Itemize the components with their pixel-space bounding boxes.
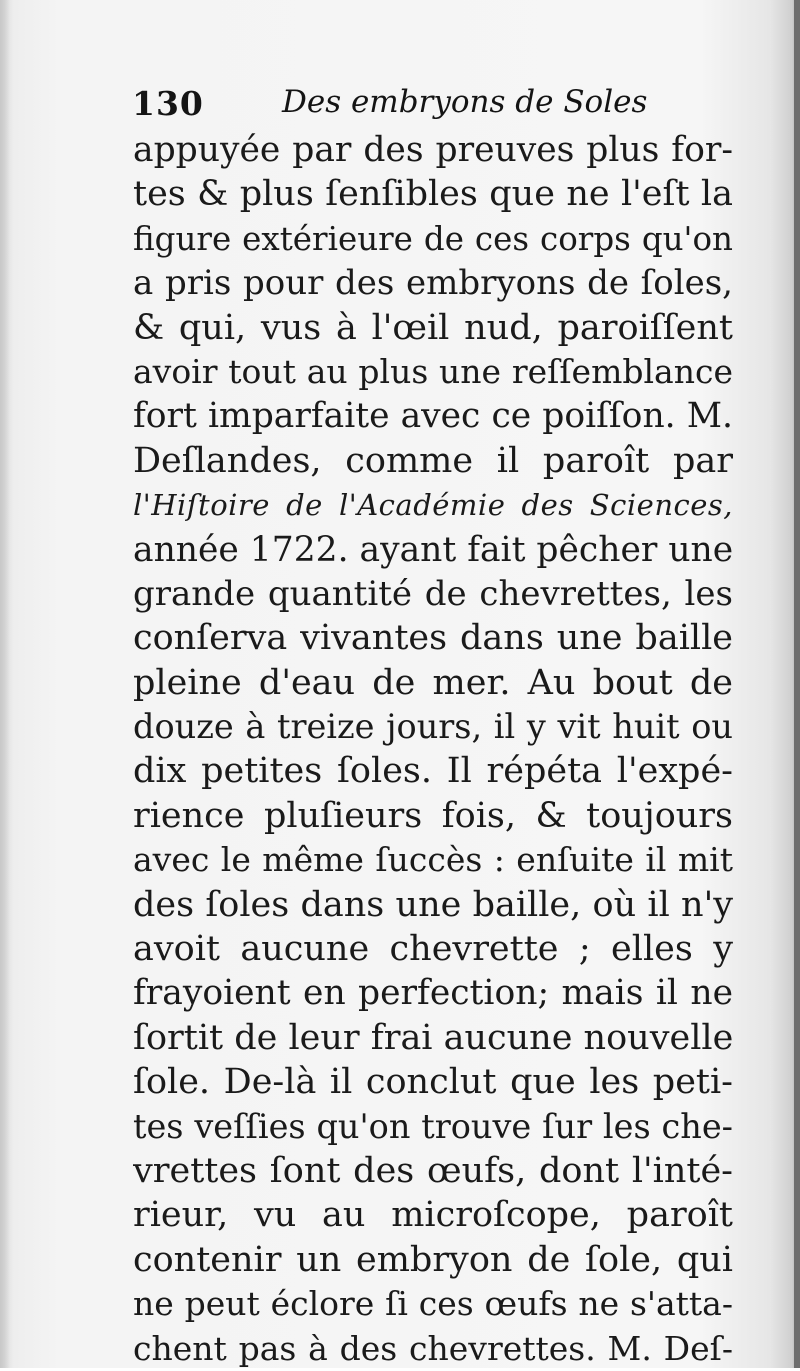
page-left-edge bbox=[0, 0, 10, 1368]
text-line: année 1722. ayant fait pêcher une bbox=[133, 529, 733, 570]
text-line: ſortit de leur frai aucune nouvelle bbox=[133, 1017, 733, 1058]
body-text bbox=[133, 128, 733, 1371]
text-line: figure extérieure de ces corps qu'on bbox=[133, 219, 733, 258]
text-line: & qui, vus à l'œil nud, paroiſſent bbox=[133, 307, 733, 348]
text-line: douze à treize jours, il y vit huit ou bbox=[133, 707, 733, 747]
text-line: appuyée par des preuves plus for- bbox=[133, 130, 733, 170]
running-title: Des embryons de Soles bbox=[282, 84, 648, 120]
text-line: contenir un embryon de ſole, qui bbox=[133, 1239, 733, 1280]
text-line: des ſoles dans une baille, où il n'y bbox=[133, 884, 733, 925]
text-line: pleine d'eau de mer. Au bout de bbox=[133, 662, 733, 703]
text-line: vrettes ſont des œufs, dont l'inté- bbox=[133, 1150, 733, 1191]
text-line: frayoient en perfection; mais il ne bbox=[133, 973, 733, 1014]
text-line: fort imparfaite avec ce poiſſon. M. bbox=[133, 396, 733, 437]
running-header bbox=[132, 78, 732, 128]
text-line: conſerva vivantes dans une baille bbox=[133, 618, 733, 659]
text-line: a pris pour des embryons de ſoles, bbox=[133, 263, 733, 304]
page-number: 130 bbox=[132, 84, 204, 123]
text-line: tes & plus ſenſibles que ne l'eſt la bbox=[133, 174, 733, 215]
text-line: Deſlandes, comme il paroît par bbox=[133, 440, 733, 481]
text-line: tes veſſies qu'on trouve ſur les che- bbox=[133, 1106, 733, 1146]
text-line: ne peut éclore ſi ces œufs ne s'atta- bbox=[133, 1284, 733, 1324]
text-line: avoit aucune chevrette ; elles y bbox=[133, 929, 733, 970]
text-line: ſole. De-là il conclut que les peti- bbox=[133, 1062, 733, 1103]
text-line: avec le même ſuccès : enſuite il mit bbox=[133, 840, 733, 880]
text-line-citation: l'Hiſtoire de l'Académie des Sciences, bbox=[133, 488, 733, 523]
text-line: chent pas à des chevrettes. M. Deſ- bbox=[133, 1328, 733, 1368]
text-line: rieur, vu au microſcope, paroît bbox=[133, 1195, 733, 1236]
text-line: dix petites ſoles. Il répéta l'expé- bbox=[133, 751, 733, 792]
text-line: grande quantité de chevrettes, les bbox=[133, 573, 733, 614]
page-right-edge bbox=[794, 0, 800, 1368]
text-line: rience pluſieurs fois, & toujours bbox=[133, 795, 733, 836]
text-line: avoir tout au plus une reſſemblance bbox=[133, 351, 733, 391]
